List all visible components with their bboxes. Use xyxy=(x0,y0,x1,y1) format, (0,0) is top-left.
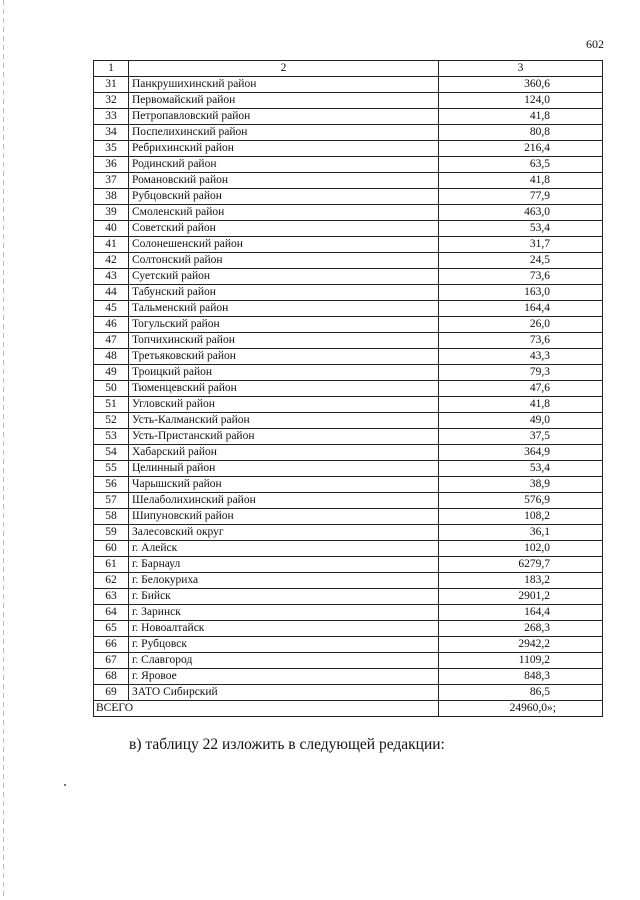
row-number: 50 xyxy=(94,381,129,397)
row-name: Усть-Пристанский район xyxy=(129,429,439,445)
table-row xyxy=(94,605,603,621)
row-number: 63 xyxy=(94,589,129,605)
row-name: Троицкий район xyxy=(129,365,439,381)
row-name: Советский район xyxy=(129,221,439,237)
row-value: 53,4 xyxy=(439,461,603,477)
row-value: 102,0 xyxy=(439,541,603,557)
row-value: 2942,2 xyxy=(439,637,603,653)
row-number: 31 xyxy=(94,77,129,93)
total-value: 24960,0»; xyxy=(439,701,603,717)
row-name: Шипуновский район xyxy=(129,509,439,525)
row-number: 34 xyxy=(94,125,129,141)
total-label: ВСЕГО xyxy=(94,701,439,717)
row-name: Тальменский район xyxy=(129,301,439,317)
row-value: 848,3 xyxy=(439,669,603,685)
table-row xyxy=(94,189,603,205)
row-name: Залесовский округ xyxy=(129,525,439,541)
row-name: Третьяковский район xyxy=(129,349,439,365)
row-value: 124,0 xyxy=(439,93,603,109)
table-row xyxy=(94,269,603,285)
row-number: 33 xyxy=(94,109,129,125)
table-row xyxy=(94,413,603,429)
table-row xyxy=(94,77,603,93)
row-name: г. Рубцовск xyxy=(129,637,439,653)
table-body xyxy=(94,61,603,717)
table-row xyxy=(94,221,603,237)
table-row xyxy=(94,237,603,253)
row-number: 42 xyxy=(94,253,129,269)
row-number: 66 xyxy=(94,637,129,653)
table-row xyxy=(94,477,603,493)
row-name: Родинский район xyxy=(129,157,439,173)
row-number: 48 xyxy=(94,349,129,365)
row-value: 38,9 xyxy=(439,477,603,493)
table-row xyxy=(94,541,603,557)
row-number: 37 xyxy=(94,173,129,189)
row-number: 49 xyxy=(94,365,129,381)
table-row xyxy=(94,669,603,685)
row-value: 37,5 xyxy=(439,429,603,445)
table-row xyxy=(94,301,603,317)
row-name: Поспелихинский район xyxy=(129,125,439,141)
row-value: 73,6 xyxy=(439,333,603,349)
row-name: Солтонский район xyxy=(129,253,439,269)
row-number: 62 xyxy=(94,573,129,589)
row-name: Петропавловский район xyxy=(129,109,439,125)
page-number: 602 xyxy=(586,37,604,51)
row-name: Шелаболихинский район xyxy=(129,493,439,509)
row-number: 56 xyxy=(94,477,129,493)
row-number: 53 xyxy=(94,429,129,445)
table-row xyxy=(94,317,603,333)
table-row xyxy=(94,141,603,157)
budget-table xyxy=(93,60,603,717)
table-row xyxy=(94,589,603,605)
table-row xyxy=(94,621,603,637)
row-value: 576,9 xyxy=(439,493,603,509)
row-name: Целинный район xyxy=(129,461,439,477)
row-number: 40 xyxy=(94,221,129,237)
row-number: 47 xyxy=(94,333,129,349)
row-name: г. Славгород xyxy=(129,653,439,669)
table-row xyxy=(94,173,603,189)
row-value: 43,3 xyxy=(439,349,603,365)
table-total-row xyxy=(94,701,603,717)
table-row xyxy=(94,557,603,573)
row-name: г. Заринск xyxy=(129,605,439,621)
table-row xyxy=(94,397,603,413)
row-number: 60 xyxy=(94,541,129,557)
row-value: 31,7 xyxy=(439,237,603,253)
row-name: Топчихинский район xyxy=(129,333,439,349)
table-row xyxy=(94,285,603,301)
row-name: г. Белокуриха xyxy=(129,573,439,589)
row-value: 53,4 xyxy=(439,221,603,237)
row-number: 41 xyxy=(94,237,129,253)
row-name: Солонешенский район xyxy=(129,237,439,253)
row-value: 164,4 xyxy=(439,301,603,317)
row-value: 24,5 xyxy=(439,253,603,269)
table-row xyxy=(94,573,603,589)
row-value: 216,4 xyxy=(439,141,603,157)
row-value: 360,6 xyxy=(439,77,603,93)
row-name: Тюменцевский район xyxy=(129,381,439,397)
row-name: Усть-Калманский район xyxy=(129,413,439,429)
row-value: 268,3 xyxy=(439,621,603,637)
row-number: 64 xyxy=(94,605,129,621)
row-number: 68 xyxy=(94,669,129,685)
row-number: 54 xyxy=(94,445,129,461)
row-name: Романовский район xyxy=(129,173,439,189)
row-value: 6279,7 xyxy=(439,557,603,573)
row-number: 58 xyxy=(94,509,129,525)
row-number: 52 xyxy=(94,413,129,429)
row-value: 73,6 xyxy=(439,269,603,285)
row-number: 39 xyxy=(94,205,129,221)
table-row xyxy=(94,381,603,397)
row-name: Угловский район xyxy=(129,397,439,413)
scan-speck xyxy=(64,784,66,786)
row-number: 46 xyxy=(94,317,129,333)
row-name: Суетский район xyxy=(129,269,439,285)
row-value: 80,8 xyxy=(439,125,603,141)
row-number: 61 xyxy=(94,557,129,573)
row-name: Первомайский район xyxy=(129,93,439,109)
header-col-value: 3 xyxy=(439,61,603,77)
table-row xyxy=(94,637,603,653)
table-header-row xyxy=(94,61,603,77)
table-row xyxy=(94,685,603,701)
row-name: Табунский район xyxy=(129,285,439,301)
row-name: г. Барнаул xyxy=(129,557,439,573)
row-value: 463,0 xyxy=(439,205,603,221)
row-value: 36,1 xyxy=(439,525,603,541)
row-number: 45 xyxy=(94,301,129,317)
table-row xyxy=(94,525,603,541)
row-value: 86,5 xyxy=(439,685,603,701)
row-name: г. Яровое xyxy=(129,669,439,685)
row-number: 59 xyxy=(94,525,129,541)
table-row xyxy=(94,157,603,173)
row-value: 2901,2 xyxy=(439,589,603,605)
row-number: 57 xyxy=(94,493,129,509)
table-row xyxy=(94,509,603,525)
row-value: 79,3 xyxy=(439,365,603,381)
row-value: 63,5 xyxy=(439,157,603,173)
row-value: 108,2 xyxy=(439,509,603,525)
row-value: 1109,2 xyxy=(439,653,603,669)
row-value: 41,8 xyxy=(439,109,603,125)
row-number: 35 xyxy=(94,141,129,157)
row-name: Панкрушихинский район xyxy=(129,77,439,93)
row-name: Рубцовский район xyxy=(129,189,439,205)
row-name: Смоленский район xyxy=(129,205,439,221)
row-value: 47,6 xyxy=(439,381,603,397)
row-number: 69 xyxy=(94,685,129,701)
row-number: 65 xyxy=(94,621,129,637)
row-value: 163,0 xyxy=(439,285,603,301)
following-paragraph: в) таблицу 22 изложить в следующей редакции: xyxy=(129,736,445,753)
table-row xyxy=(94,349,603,365)
scan-margin-line xyxy=(3,0,4,900)
table-row xyxy=(94,333,603,349)
row-number: 55 xyxy=(94,461,129,477)
row-number: 32 xyxy=(94,93,129,109)
table-row xyxy=(94,125,603,141)
table-row xyxy=(94,493,603,509)
table-row xyxy=(94,109,603,125)
row-number: 36 xyxy=(94,157,129,173)
table-row xyxy=(94,461,603,477)
row-value: 364,9 xyxy=(439,445,603,461)
table-row xyxy=(94,445,603,461)
row-value: 77,9 xyxy=(439,189,603,205)
table-row xyxy=(94,365,603,381)
row-value: 49,0 xyxy=(439,413,603,429)
table-row xyxy=(94,429,603,445)
header-col-number: 1 xyxy=(94,61,129,77)
row-name: ЗАТО Сибирский xyxy=(129,685,439,701)
row-name: Чарышский район xyxy=(129,477,439,493)
row-value: 183,2 xyxy=(439,573,603,589)
header-col-name: 2 xyxy=(129,61,439,77)
row-name: Хабарский район xyxy=(129,445,439,461)
row-value: 41,8 xyxy=(439,397,603,413)
row-number: 67 xyxy=(94,653,129,669)
row-number: 43 xyxy=(94,269,129,285)
row-name: г. Новоалтайск xyxy=(129,621,439,637)
row-value: 164,4 xyxy=(439,605,603,621)
row-number: 51 xyxy=(94,397,129,413)
table-row xyxy=(94,205,603,221)
table-row xyxy=(94,93,603,109)
row-number: 44 xyxy=(94,285,129,301)
table-row xyxy=(94,253,603,269)
row-name: г. Алейск xyxy=(129,541,439,557)
row-value: 41,8 xyxy=(439,173,603,189)
row-value: 26,0 xyxy=(439,317,603,333)
row-name: Тогульский район xyxy=(129,317,439,333)
row-name: Ребрихинский район xyxy=(129,141,439,157)
table-row xyxy=(94,653,603,669)
row-number: 38 xyxy=(94,189,129,205)
row-name: г. Бийск xyxy=(129,589,439,605)
